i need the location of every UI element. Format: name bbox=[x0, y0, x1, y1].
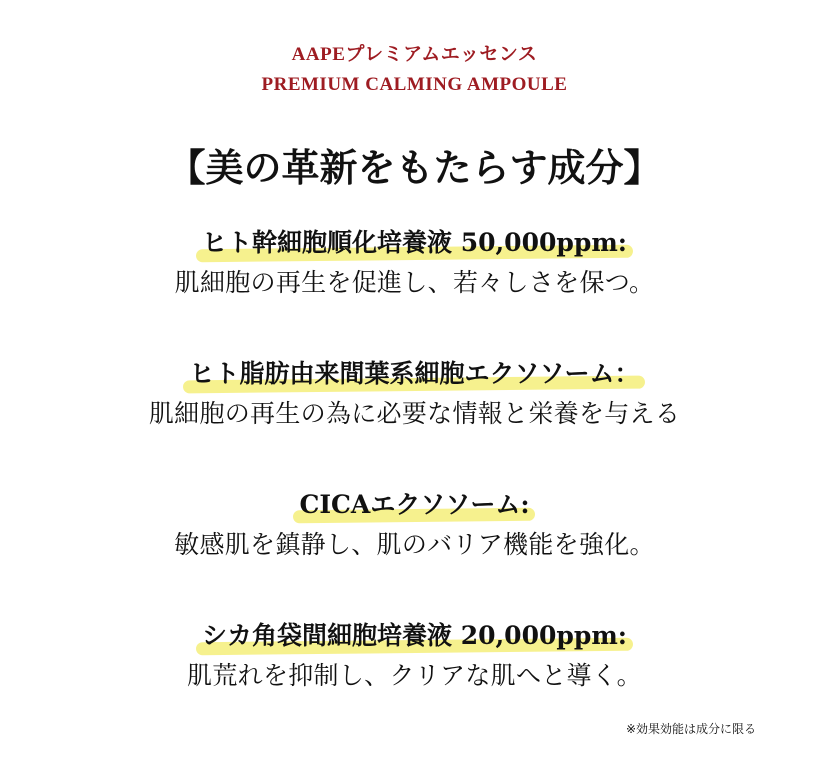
ingredient-description: 敏感肌を鎮静し、肌のバリア機能を強化。 bbox=[174, 530, 655, 559]
ingredient-name-wrapper bbox=[299, 487, 529, 523]
ingredient-item bbox=[0, 225, 829, 305]
section-title: 【美の革新をもたらす成分】 bbox=[167, 146, 662, 190]
product-header bbox=[0, 40, 829, 100]
ingredient-name: シカ角袋間細胞培養液 20,000ppm: bbox=[201, 621, 628, 650]
ingredient-name-wrapper bbox=[202, 225, 627, 261]
ingredient-name-wrapper bbox=[202, 618, 627, 654]
ingredient-name: CICAエクソソーム: bbox=[299, 490, 530, 519]
ingredient-item bbox=[0, 618, 829, 698]
ingredient-name-wrapper bbox=[189, 356, 639, 392]
ingredient-description: 肌荒れを抑制し、クリアな肌へと導く。 bbox=[187, 661, 642, 690]
ingredient-name: ヒト脂肪由来間葉系細胞エクソソーム： bbox=[189, 359, 640, 388]
ingredient-description: 肌細胞の再生を促進し、若々しさを保つ。 bbox=[174, 268, 655, 297]
product-name-jp: AAPEプレミアムエッセンス bbox=[291, 44, 538, 65]
product-name-en: PREMIUM CALMING AMPOULE bbox=[261, 74, 568, 95]
disclaimer-footnote: ※効果効能は成分に限る bbox=[625, 722, 756, 736]
ingredient-description: 肌細胞の再生の為に必要な情報と栄養を与える bbox=[148, 399, 681, 428]
ingredient-item bbox=[0, 356, 829, 436]
ingredient-item bbox=[0, 487, 829, 567]
ingredient-name: ヒト幹細胞順化培養液 50,000ppm: bbox=[201, 228, 628, 257]
